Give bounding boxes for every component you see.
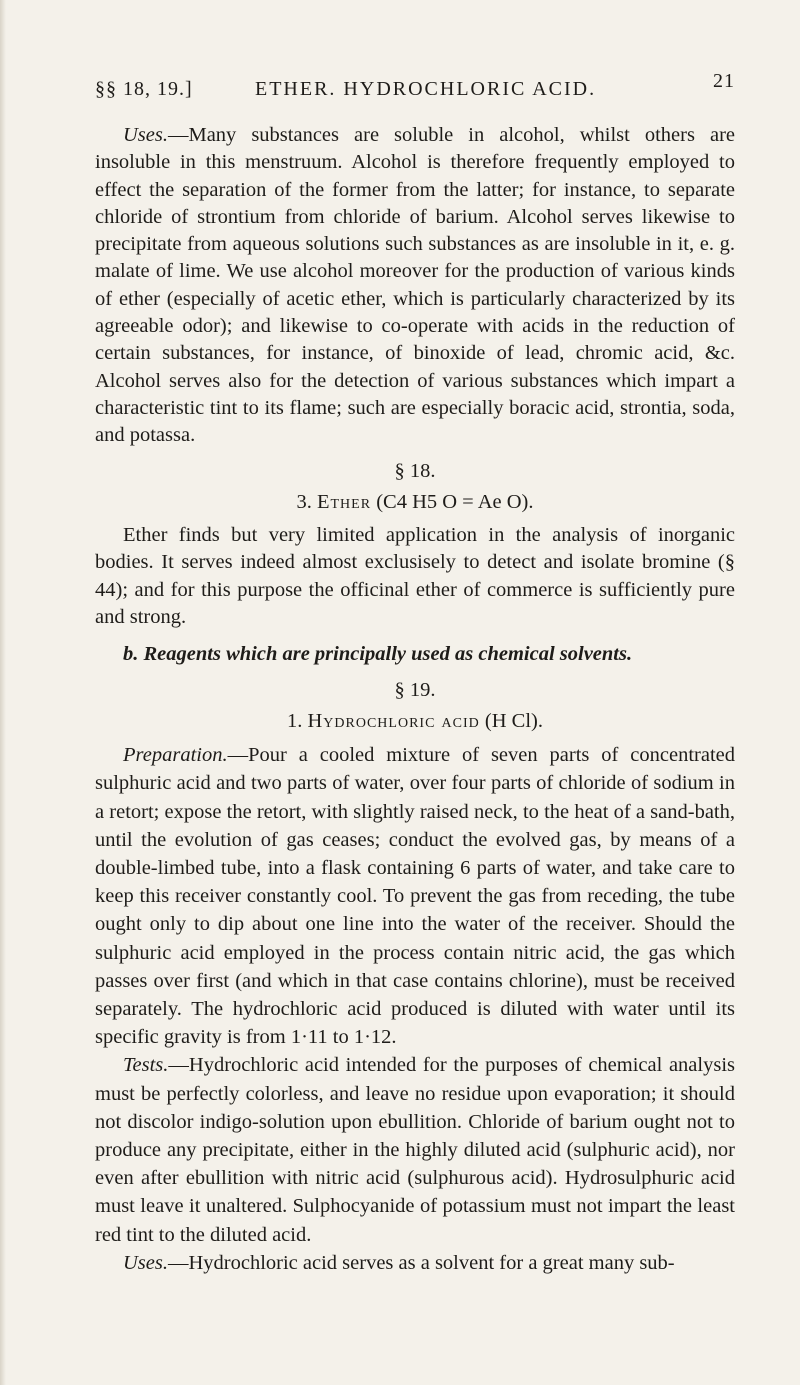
hcl-uses-text: —Hydrochloric acid serves as a solvent for a great many sub- (167, 1251, 675, 1274)
running-header (95, 70, 735, 108)
section-19-mark: § 19. (394, 678, 436, 701)
tests-text: —Hydrochloric acid intended for the purposes of chemical analysis must be perfectly colorless, and leave no residue upon evaporation; it should not discolor indigo-solution upon ebullition. Chloride of barium ought not to produce any precipitate, either in the highly diluted acid (sulphuric acid), nor even after ebullition with nitric acid (sulphurous acid). Hydrosulphuric acid must leave it unaltered. Sulphocyanide of potassium must not impart the least red tint to the diluted acid. (95, 1054, 735, 1246)
section-19-number: 1. (287, 709, 303, 732)
section-18-number: 3. (296, 490, 312, 513)
header-sections: §§ 18, 19.] (95, 78, 193, 100)
section-19-formula: (H Cl). (484, 709, 543, 732)
section-19-heading (95, 708, 735, 735)
uses-alcohol-paragraph (95, 122, 735, 450)
page-edge (0, 0, 6, 1385)
section-19-name: Hydrochloric acid (307, 709, 480, 732)
uses-text: —Many substances are soluble in alcohol, whilst others are insoluble in this menstruum. Alcohol is therefore frequently employed to effect the separation of the former from the latter; for instance, to separate chloride of strontium from chloride of barium. Alcohol serves likewise to precipitate from aqueous solutions such substances as are insoluble in it, e. g. malate of lime. We use alcohol moreover for the production of various kinds of ether (especially of acetic ether, which is particularly characterized by its agreeable odor); and likewise to co-operate with acids in the reduction of certain substances, for instance, of binoxide of lead, chromic acid, &c. Alcohol serves also for the detection of various substances which impart a characteristic tint to its flame; such are especially boracic acid, strontia, soda, and potassa. (95, 124, 735, 447)
preparation-paragraph (95, 741, 735, 1051)
hcl-uses-label: Uses. (123, 1251, 168, 1274)
preparation-text: —Pour a cooled mixture of seven parts of concentrated sulphuric acid and two parts of water, over four parts of chloride of sodium in a retort; expose the retort, with slightly raised neck, to the heat of a sand-bath, until the evolution of gas ceases; conduct the evolved gas, by means of a double-limbed tube, into a flask containing 6 parts of water, and take care to keep this receiver constantly cool. To prevent the gas from receding, the tube ought only to dip about one line into the water of the receiver. Should the sulphuric acid employed in the process contain nitric acid, the gas which passes over first (and which in that case contains chlorine), must be received separately. The hydrochloric acid produced is diluted with water until its specific gravity is from 1·11 to 1·12. (95, 744, 735, 1049)
tests-label: Tests. (123, 1054, 169, 1077)
page-number: 21 (713, 70, 735, 92)
section-18-mark: § 18. (394, 459, 436, 482)
tests-paragraph (95, 1051, 735, 1248)
header-title: ETHER. HYDROCHLORIC ACID. (255, 78, 597, 100)
section-18-formula: (C4 H5 O = Ae O). (376, 490, 534, 513)
section-18-name: Ether (316, 490, 372, 513)
uses-label: Uses. (123, 124, 168, 146)
preparation-label: Preparation. (123, 744, 228, 767)
ether-paragraph: Ether finds but very limited application in the analysis of inorganic bodies. It serves indeed almost exclusisely to detect and isolate bromine (§ 44); and for this purpose the officinal ether of commerce is sufficiently pure and strong. (95, 524, 735, 629)
section-18-heading (95, 489, 735, 516)
subheading-b: b. Reagents which are principally used as chemical solvents. (123, 643, 633, 666)
hcl-uses-paragraph (95, 1249, 735, 1277)
page-body (95, 122, 735, 1277)
